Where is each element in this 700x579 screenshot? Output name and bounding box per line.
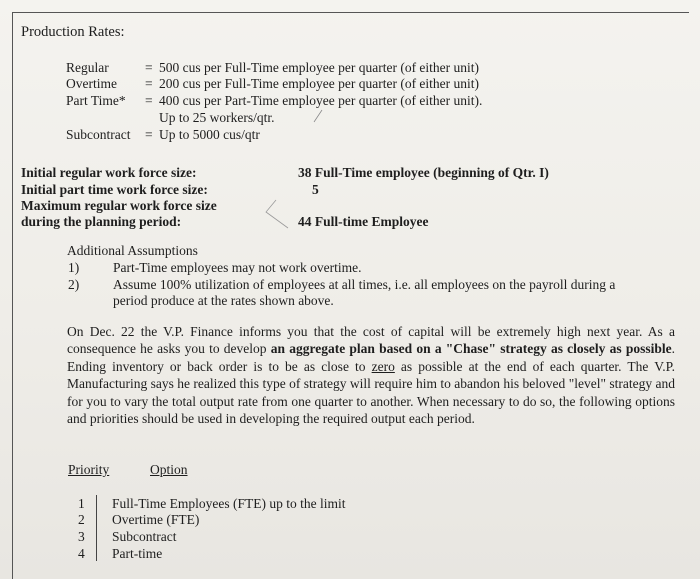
rate-value-parttime: 400 cus per Part-Time employee per quarter (of either unit). [159,93,483,108]
scenario-bold-requirement: an aggregate plan based on a "Chase" strategy as closely as possible [270,341,672,357]
priority-option: Subcontract [112,529,177,544]
subcontract-value: Up to 5000 cus/qtr [159,127,260,142]
priority-option: Full-Time Employees (FTE) up to the limit [112,496,346,511]
option-header: Option [150,462,188,477]
scenario-text-2: . Ending inventory or back order is to be as close to [67,341,675,374]
scenario-text-1: On Dec. 22 the V.P. Finance informs you that the cost of capital will be extremely high next year. As a consequence he asks you to develop [67,324,675,357]
assumption-num-2: 2) [68,277,80,292]
rate-label-parttime: Part Time* [66,93,126,108]
max-workforce-value: 44 Full-time Employee [298,214,429,229]
max-workforce-label-1: Maximum regular work force size [21,198,217,213]
rate-equals: = [145,60,153,75]
initial-part-value: 5 [312,182,319,197]
priority-divider [96,495,97,561]
production-rates-heading: Production Rates: [21,24,125,40]
initial-regular-label: Initial regular work force size: [21,165,197,180]
rate-equals: = [145,76,153,91]
initial-regular-value: 38 Full-Time employee (beginning of Qtr. I) [298,165,549,180]
priority-number: 3 [78,529,85,544]
rate-equals: = [145,93,153,108]
priority-option: Part-time [112,546,163,561]
priority-number: 1 [78,496,85,511]
assumption-text-1: Part-Time employees may not work overtime. [113,260,362,275]
scenario-paragraph [67,323,675,427]
initial-part-label: Initial part time work force size: [21,182,208,197]
scenario-text-3: as possible at the end of each quarter. The V.P. Manufacturing says he realized this type of strategy will require him to abandon his beloved "level" strategy and for you to vary the total output rate from one quarter to another. When necessary to do so, the following options and priorities should be used in developing the required output each period. [67,358,675,427]
priority-header: Priority [68,462,110,477]
assumption-text-2: Assume 100% utilization of employees at all times, i.e. all employees on the payroll during a [113,277,616,292]
assumptions-title: Additional Assumptions [67,243,198,258]
priority-number: 4 [78,546,85,561]
rate-label-regular: Regular [66,60,109,75]
max-workforce-label-2: during the planning period: [21,214,182,229]
rate-value-overtime: 200 cus per Full-Time employee per quarter (of either unit) [159,76,480,91]
priority-number: 2 [78,512,85,527]
assumption-text-2-cont: period produce at the rates shown above. [113,293,334,308]
rate-label-overtime: Overtime [66,76,117,91]
subcontract-equals: = [145,127,153,142]
scenario-underlined-zero: zero [371,358,395,374]
parttime-limit-note: Up to 25 workers/qtr. [159,110,275,125]
rate-value-regular: 500 cus per Full-Time employee per quarter (of either unit) [159,60,480,75]
subcontract-label: Subcontract [66,127,131,142]
priority-option: Overtime (FTE) [112,512,200,527]
assumption-num-1: 1) [68,260,80,275]
